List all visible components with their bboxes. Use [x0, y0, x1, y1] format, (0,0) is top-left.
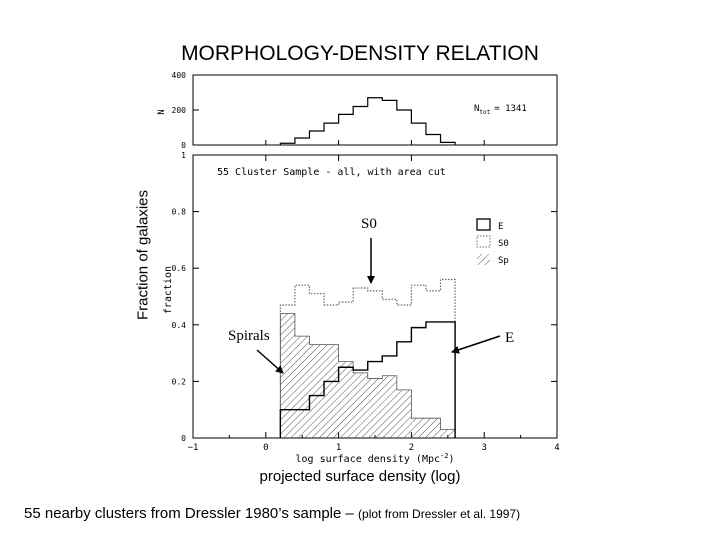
top-panel-ylabel: N: [157, 109, 167, 115]
x-axis-label-main: log surface density (Mpc: [295, 454, 441, 465]
legend-label-sp: Sp: [498, 256, 509, 266]
ntot-n: N: [474, 104, 480, 114]
ntot-sub: tot: [479, 109, 491, 116]
panel-title: 55 Cluster Sample - all, with area cut: [217, 167, 446, 178]
y-tick-label: 0.8: [171, 207, 186, 217]
caption-main: 55 nearby clusters from Dressler 1980’s sample –: [24, 505, 359, 522]
x-axis-label-sup: -2: [440, 452, 449, 460]
top-y-tick-label: 400: [171, 71, 186, 80]
x-tick-label: 4: [554, 443, 560, 453]
projected-density-label: projected surface density (log): [259, 468, 461, 485]
y-tick-label: 1: [181, 151, 186, 160]
legend-label-s0: S0: [498, 239, 509, 249]
fraction-of-galaxies-label: Fraction of galaxies: [134, 189, 152, 321]
y-tick-label: 0.6: [171, 264, 186, 274]
top-panel-series: [280, 98, 455, 145]
bottom-panel-series: [280, 280, 455, 438]
legend-swatch-sp: [477, 254, 490, 265]
caption-citation: (plot from Dressler et al. 1997): [358, 507, 521, 521]
n-histogram: [280, 98, 455, 145]
x-tick-label: 0: [263, 443, 269, 453]
y-tick-label: 0: [181, 434, 186, 443]
top-y-tick-label: 0: [181, 141, 186, 150]
y-tick-label: 0.4: [171, 320, 186, 330]
e-arrow: [452, 336, 500, 352]
x-tick-label: 2: [408, 443, 415, 453]
x-tick-label: −1: [187, 443, 199, 453]
s0-annotation: S0: [361, 216, 377, 232]
e-annotation: E: [505, 330, 515, 346]
ntot-value: = 1341: [494, 104, 527, 114]
x-tick-label: 3: [481, 443, 487, 453]
y-tick-label: 0.2: [171, 377, 186, 387]
spirals-annotation: Spirals: [228, 328, 270, 344]
legend-swatch-s0: [477, 236, 490, 247]
ntot-annotation: [474, 104, 527, 116]
x-axis-label: [296, 452, 455, 465]
legend: [477, 219, 509, 266]
spirals-arrow: [257, 350, 283, 373]
legend-swatch-e: [477, 219, 490, 230]
top-y-tick-label: 200: [171, 106, 186, 115]
sp-series: [280, 313, 455, 438]
slide-title: MORPHOLOGY-DENSITY RELATION: [181, 42, 539, 65]
x-tick-label: 1: [335, 443, 342, 453]
legend-label-e: E: [498, 222, 504, 232]
fraction-axis-label: fraction: [163, 265, 174, 315]
x-axis-label-end: ): [448, 454, 455, 465]
